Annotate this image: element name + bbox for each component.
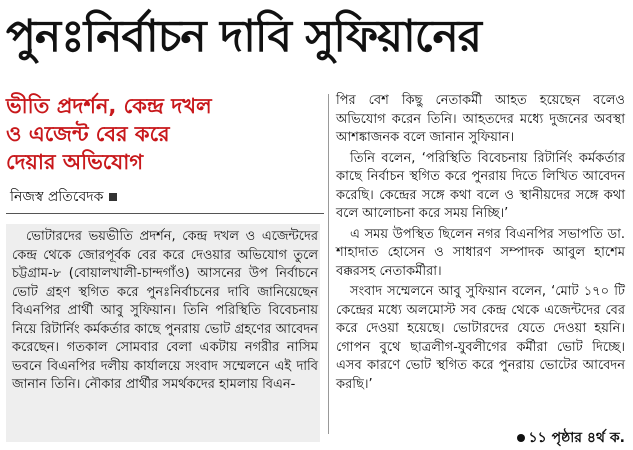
continuation-note: [517, 426, 625, 450]
left-column: [12, 228, 318, 395]
byline-divider: [6, 213, 324, 214]
subheadline-line: দেয়ার অভিযোগ: [6, 150, 144, 174]
right-column: [336, 92, 625, 394]
continuation-text: ১১ পৃষ্ঠার ৪র্থ ক.: [528, 430, 625, 446]
right-column-paragraph: পির বেশ কিছু নেতাকর্মী আহত হয়েছেন বলেও অভিযোগ করেন তিনি। আহতদের মধ্যে দুজনের অবস্থা আশঙ্কাজনক বলে জানান সুফিয়ান।: [336, 93, 625, 145]
right-column-paragraph: সংবাদ সম্মেলনে আবু সুফিয়ান বলেন, ‘মোট ১৭০ টি কেন্দ্রের মধ্যে অলমোস্ট সব কেন্দ্র থেকে এজেন্টদের বের করে দেওয়া হয়েছে। ভোটারদের যেতে দেওয়া হয়নি। গোপন বুথে ছাত্রলীগ-যুবলীগের কর্মীরা ভোট দিচ্ছে। এসব কারণে ভোট স্থগিত করে পুনরায় ভোটের আবেদন করছি।’: [336, 284, 625, 392]
bullet-icon: [517, 434, 525, 442]
right-column-paragraph: এ সময় উপস্থিত ছিলেন নগর বিএনপির সভাপতি ডা. শাহাদাত হোসেন ও সাধারণ সম্পাদক আবুল হাশেম বক্করসহ নেতাকর্মীরা।: [336, 226, 625, 279]
column-divider: [328, 94, 329, 434]
left-column-text: ভোটারদের ভয়ভীতি প্রদর্শন, কেন্দ্র দখল ও এজেন্টদের কেন্দ্র থেকে জোরপূর্বক বের করে দেওয়ার অভিযোগ তুলে চট্টগ্রাম-৮ (বোয়ালখালী-চান্দগাঁও) আসনের উপ নির্বাচনে ভোট গ্রহণ স্থগিত করে পুনঃনির্বাচনের দাবি জানিয়েছেন বিএনপির প্রার্থী আবু সুফিয়ান। তিনি পরিস্থিতি বিবেচনায় নিয়ে রিটার্নিং কর্মকর্তার কাছে পুনরায় ভোট গ্রহণের আবেদন করেছেন। গতকাল সোমবার বেলা একটায় নগরীর নাসিম ভবনে বিএনপির দলীয় কার্যালয়ে সংবাদ সম্মেলনে এই দাবি জানান তিনি। নৌকার প্রার্থীর সমর্থকদের হামলায় বিএন-: [12, 229, 318, 392]
byline: [10, 188, 117, 206]
byline-text: নিজস্ব প্রতিবেদক: [10, 189, 104, 205]
subheadline-line: ও এজেন্ট বের করে: [6, 122, 170, 146]
right-column-paragraph: তিনি বলেন, ‘পরিস্থিতি বিবেচনায় রিটার্নিং কর্মকর্তার কাছে নির্বাচন স্থগিত করে পুনরায় দিতে লিখিত আবেদন করেছি। কেন্দ্রের সঙ্গে কথা বলে ও স্থানীয়দের সঙ্গে কথা বলে আলোচনা করে সময় নিচ্ছি।’: [336, 150, 625, 221]
subheadline-line: ভীতি প্রদর্শন, কেন্দ্র দখল: [6, 94, 212, 118]
subheadline: [6, 92, 324, 176]
square-bullet-icon: [109, 193, 117, 201]
headline: পুনঃনির্বাচন দাবি সুফিয়ানের: [6, 11, 481, 62]
